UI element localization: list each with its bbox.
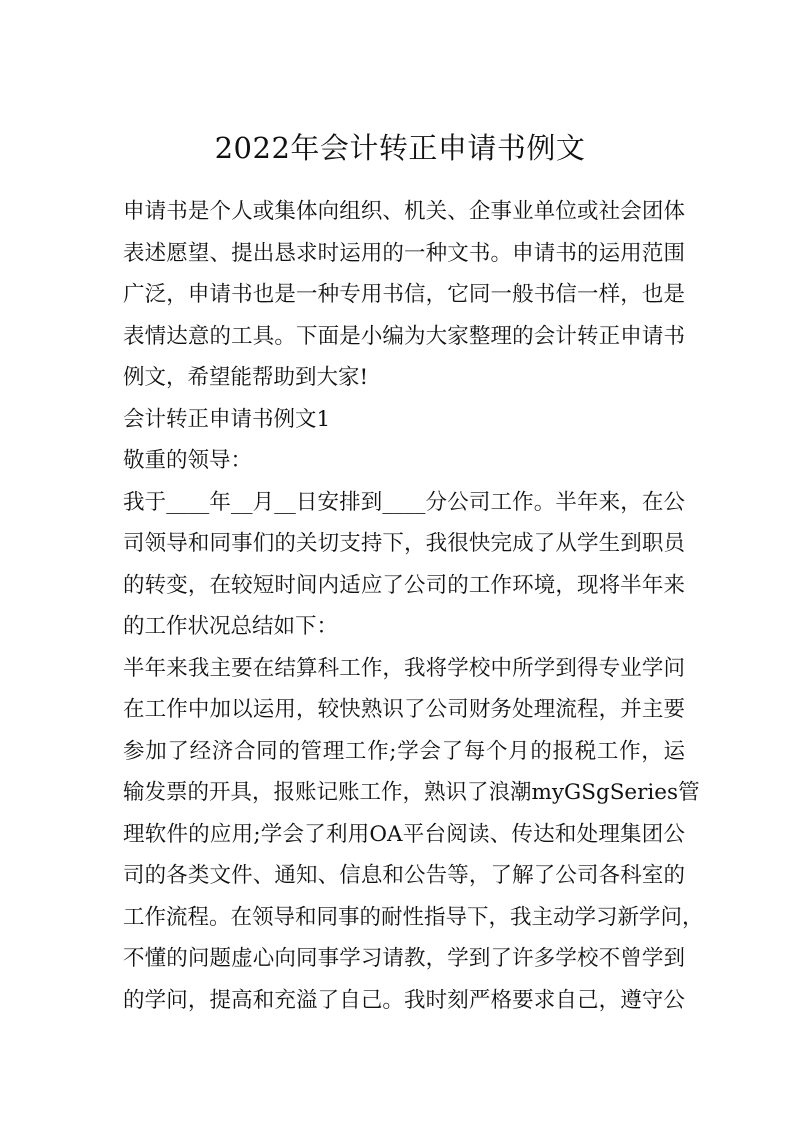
body-line: 参加了经济合同的管理工作;学会了每个月的报税工作，运 <box>123 738 685 764</box>
body-line: 理软件的应用;学会了利用OA平台阅读、传达和处理集团公 <box>123 821 685 847</box>
body-line: 司的各类文件、通知、信息和公告等，了解了公司各科室的 <box>123 863 685 888</box>
section-heading: 会计转正申请书例文1 <box>123 406 331 432</box>
body-line: 申请书是个人或集体向组织、机关、企事业单位或社会团体 <box>123 199 685 224</box>
body-line: 表述愿望、提出恳求时运用的一种文书。申请书的运用范围 <box>123 240 685 266</box>
document-title: 2022年会计转正申请书例文 <box>214 131 586 165</box>
body-line: 我于____年__月__日安排到____分公司工作。半年来，在公 <box>123 489 685 515</box>
body-line: 司领导和同事们的关切支持下，我很快完成了从学生到职员 <box>123 531 685 556</box>
body-line: 在工作中加以运用，较快熟识了公司财务处理流程，并主要 <box>123 697 685 722</box>
body-line: 的转变，在较短时间内适应了公司的工作环境，现将半年来 <box>123 572 685 598</box>
body-line: 的学问，提高和充溢了自己。我时刻严格要求自己，遵守公 <box>123 987 685 1013</box>
body-line: 不懂的问题虚心向同事学习请教，学到了许多学校不曾学到 <box>123 946 685 971</box>
body-line: 输发票的开具，报账记账工作，熟识了浪潮myGSgSeries管 <box>123 780 700 805</box>
document-body <box>123 191 704 1021</box>
body-line: 工作流程。在领导和同事的耐性指导下，我主动学习新学问， <box>123 904 704 930</box>
salutation: 敬重的领导： <box>123 448 253 473</box>
body-line: 半年来我主要在结算科工作，我将学校中所学到得专业学问 <box>123 655 685 681</box>
body-line: 表情达意的工具。下面是小编为大家整理的会计转正申请书 <box>123 323 685 349</box>
body-line: 例文，希望能帮助到大家! <box>123 365 369 390</box>
body-line: 的工作状况总结如下： <box>123 614 339 639</box>
body-line: 广泛，申请书也是一种专用书信，它同一般书信一样，也是 <box>123 282 685 307</box>
